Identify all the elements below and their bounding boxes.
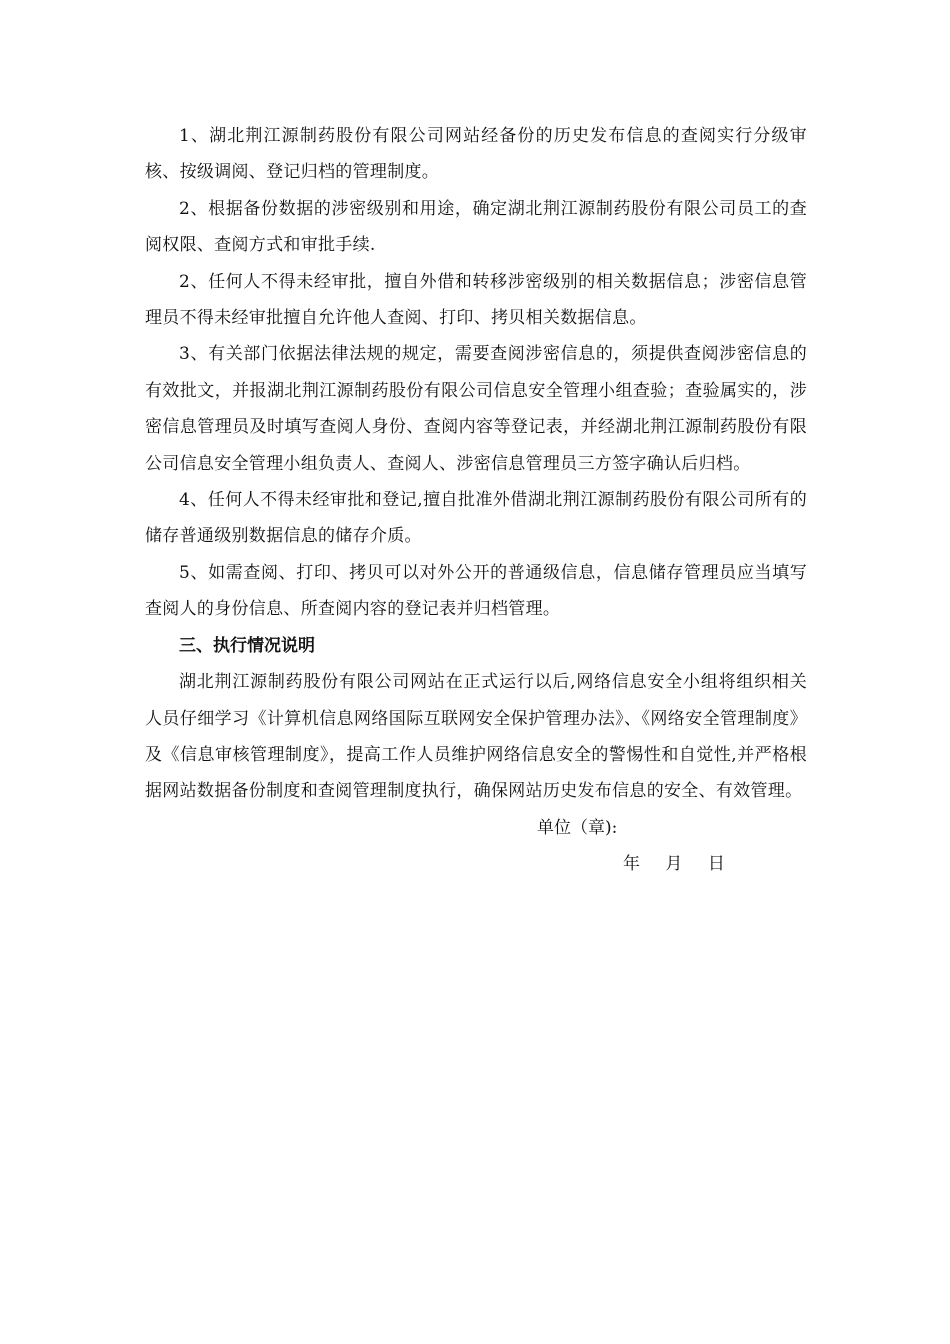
signature-unit: 单位（章): [537,817,618,838]
paragraph-1: 1、湖北荆江源制药股份有限公司网站经备份的历史发布信息的查阅实行分级审核、按级调阅、登记归档的管理制度。 [145,126,807,183]
section-paragraph: 湖北荆江源制药股份有限公司网站在正式运行以后,网络信息安全小组将组织相关人员仔细学习《计算机信息网络国际互联网安全保护管理办法》、《网络安全管理制度》及《信息审核管理制度》，提高工作人员维护网络信息安全的警惕性和自觉性,并严格根据网站数据备份制度和查阅管理制度执行，确保网站历史发布信息的安全、有效管理。 [145,672,807,802]
paragraph-3: 2、任何人不得未经审批，擅自外借和转移涉密级别的相关数据信息；涉密信息管理员不得未经审批擅自允许他人查阅、打印、拷贝相关数据信息。 [145,271,807,329]
signature-date [145,846,807,882]
paragraph-4: 3、有关部门依据法律法规的规定，需要查阅涉密信息的，须提供查阅涉密信息的有效批文，并报湖北荆江源制药股份有限公司信息安全管理小组查验；查验属实的，涉密信息管理员及时填写查阅人身份、查阅内容等登记表，并经湖北荆江源制药股份有限公司信息安全管理小组负责人、查阅人、涉密信息管理员三方签字确认后归档。 [145,344,807,474]
paragraph-6: 5、如需查阅、打印、拷贝可以对外公开的普通级信息，信息储存管理员应当填写查阅人的身份信息、所查阅内容的登记表并归档管理。 [145,562,807,620]
section-heading: 三、执行情况说明 [179,635,315,656]
date-year: 年 [623,854,640,875]
paragraph-5: 4、任何人不得未经审批和登记,擅自批准外借湖北荆江源制药股份有限公司所有的储存普通级别数据信息的储存介质。 [145,490,807,547]
date-month: 月 [665,854,683,875]
paragraph-2: 2、根据备份数据的涉密级别和用途，确定湖北荆江源制药股份有限公司员工的查阅权限、查阅方式和审批手续. [145,198,807,256]
date-day: 日 [707,854,725,875]
document-page [145,118,807,883]
